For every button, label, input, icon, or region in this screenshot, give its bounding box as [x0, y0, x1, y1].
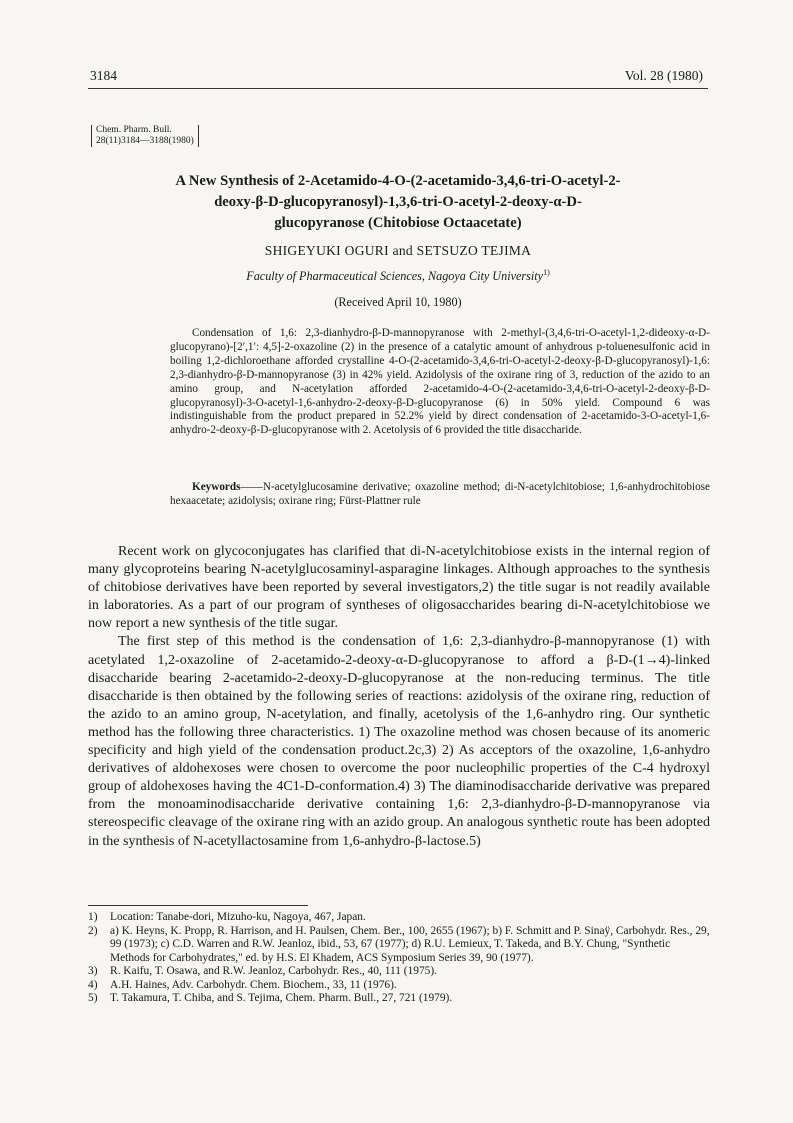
received-date: (Received April 10, 1980) [334, 295, 462, 309]
article-title [88, 171, 708, 234]
paragraph-1: Recent work on glycoconjugates has clarified that di-N-acetylchitobiose exists in the internal region of many glycoproteins bearing N-acetylglucosaminyl-asparagine linkages. Although approaches to the synthesis of chitobiose derivatives have been reported by several investigators,2) the title sugar is not readily available in laboratories. As a part of our program of syntheses of oligosaccharides bearing di-N-acetylchitobiose we now report a new synthesis of the title sugar. [88, 544, 710, 632]
footnote [88, 925, 710, 966]
citation-pages: 28(11)3184—3188(1980) [96, 136, 194, 146]
paragraph-2: The first step of this method is the condensation of 1,6: 2,3-dianhydro-β-mannopyranose (1) with acetylated 1,2-oxazoline of 2-acetamido-2-deoxy-α-D-glucopyranose to afford a β-D-(1→4)-linked disaccharide bearing 2-acetamido-2-deoxy-D-glucopyranose at the non-reducing terminus. The title disaccharide is then obtained by the following series of reactions: azidolysis of the oxirane ring, reduction of the azido to an amino group, N-acetylation, and finally, acetolysis of the 1,6-anhydro ring. Our synthetic method has the following three characteristics. 1) The oxazoline method was chosen because of its anomeric specificity and high yield of the condensation product.2c,3) 2) As acceptors of the oxazoline, 1,6-anhydro derivatives of aldohexoses were chosen to overcome the poor nucleophilic properties of the C-4 hydroxyl group of aldohexoses having the 4C1-D-conformation.4) 3) The diaminodisaccharide derivative was prepared from the monoaminodisaccharide derivative containing 1,6: 2,3-dianhydro-β-D-mannopyranose via stereospecific cleavage of the oxirane ring with an azido group. An analogous synthetic route has been adopted in the synthesis of N-acetyllactosamine from 1,6-anhydro-β-lactose.5) [88, 634, 710, 849]
page-number: 3184 [90, 68, 117, 83]
footnote [88, 911, 710, 925]
footnote-text: a) K. Heyns, K. Propp, R. Harrison, and H. Paulsen, Chem. Ber., 100, 2655 (1967); b) F. Schmitt and P. Sinaÿ, Carbohydr. Res., 29, 99 (1973); c) C.D. Warren and R.W. Jeanloz, ibid., 53, 67 (1977); d) R.U. Lemieux, T. Takeda, and B.Y. Chung, "Synthetic Methods for Carbohydrates," ed. by H.S. El Khadem, ACS Symposium Series 39, 90 (1977). [110, 924, 710, 964]
footnote-text: Location: Tanabe-dori, Mizuho-ku, Nagoya, 467, Japan. [110, 911, 366, 923]
footnote-text: T. Takamura, T. Chiba, and S. Tejima, Chem. Pharm. Bull., 27, 721 (1979). [110, 992, 453, 1004]
keywords-dash: —— [240, 481, 263, 493]
footnotes [88, 911, 710, 1006]
footnote-number: 5) [88, 992, 98, 1004]
body-text [88, 543, 710, 851]
footnote-number: 2) [88, 924, 98, 937]
affiliation-text: Faculty of Pharmaceutical Sciences, Nagoya City University [246, 269, 544, 284]
title-line-2: deoxy-β-D-glucopyranosyl)-1,3,6-tri-O-acetyl-2-deoxy-α-D- [214, 194, 582, 210]
footnote-rule [88, 905, 308, 906]
footnote-number: 4) [88, 978, 98, 991]
affiliation-footnote-ref: 1) [543, 268, 550, 277]
keywords-text: N-acetylglucosamine derivative; oxazoline method; di-N-acetylchitobiose; 1,6-anhydrochitobiose hexaacetate; azidolysis; oxirane ring; Fürst-Plattner rule [170, 481, 710, 507]
citation-block [91, 125, 199, 147]
footnote-number: 3) [88, 965, 98, 977]
header-rule [88, 88, 708, 89]
footnote-number: 1) [88, 911, 98, 923]
volume-info: Vol. 28 (1980) [624, 68, 703, 83]
author-list: SHIGEYUKI OGURI and SETSUZO TEJIMA [264, 243, 532, 258]
citation-journal: Chem. Pharm. Bull. [96, 125, 172, 135]
footnote [88, 992, 710, 1006]
title-line-3: glucopyranose (Chitobiose Octaacetate) [274, 215, 522, 231]
footnote [88, 965, 710, 979]
affiliation [88, 268, 708, 284]
keywords [170, 481, 710, 509]
keywords-label: Keywords [192, 481, 241, 493]
footnote-text: R. Kaifu, T. Osawa, and R.W. Jeanloz, Carbohydr. Res., 40, 111 (1975). [110, 965, 438, 977]
footnote [88, 979, 710, 993]
abstract: Condensation of 1,6: 2,3-dianhydro-β-D-mannopyranose with 2-methyl-(3,4,6-tri-O-acetyl-1,2-dideoxy-α-D-glucopyrano)-[2′,1′: 4,5]-2-oxazoline (2) in the presence of a catalytic amount of anhydrous p-toluenesulfonic acid in boiling 1,2-dichloroethane afforded crystalline 4-O-(2-acetamido-3,4,6-tri-O-acetyl-2-deoxy-β-D-glucopyranosyl)-1,6: 2,3-dianhydro-β-D-mannopyranose (3) in 42% yield. Azidolysis of the oxirane ring of 3, reduction of the azido to an amino group, and N-acetylation afforded 2-acetamido-4-O-(2-acetamido-3,4,6-tri-O-acetyl-2-deoxy-β-D-glucopyranosyl)-3-O-acetyl-1,6-anhydro-2-deoxy-β-D-glucopyranose (6) in 50% yield. Compound 6 was indistinguishable from the product prepared in 52.2% yield by direct condensation of 2-acetamido-3-O-acetyl-1,6-anhydro-2-deoxy-β-D-glucopyranose with 2. Acetolysis of 6 provided the title disaccharide. [170, 327, 710, 437]
footnote-text: A.H. Haines, Adv. Carbohydr. Chem. Biochem., 33, 11 (1976). [110, 978, 397, 991]
title-line-1: A New Synthesis of 2-Acetamido-4-O-(2-acetamido-3,4,6-tri-O-acetyl-2- [175, 173, 621, 189]
